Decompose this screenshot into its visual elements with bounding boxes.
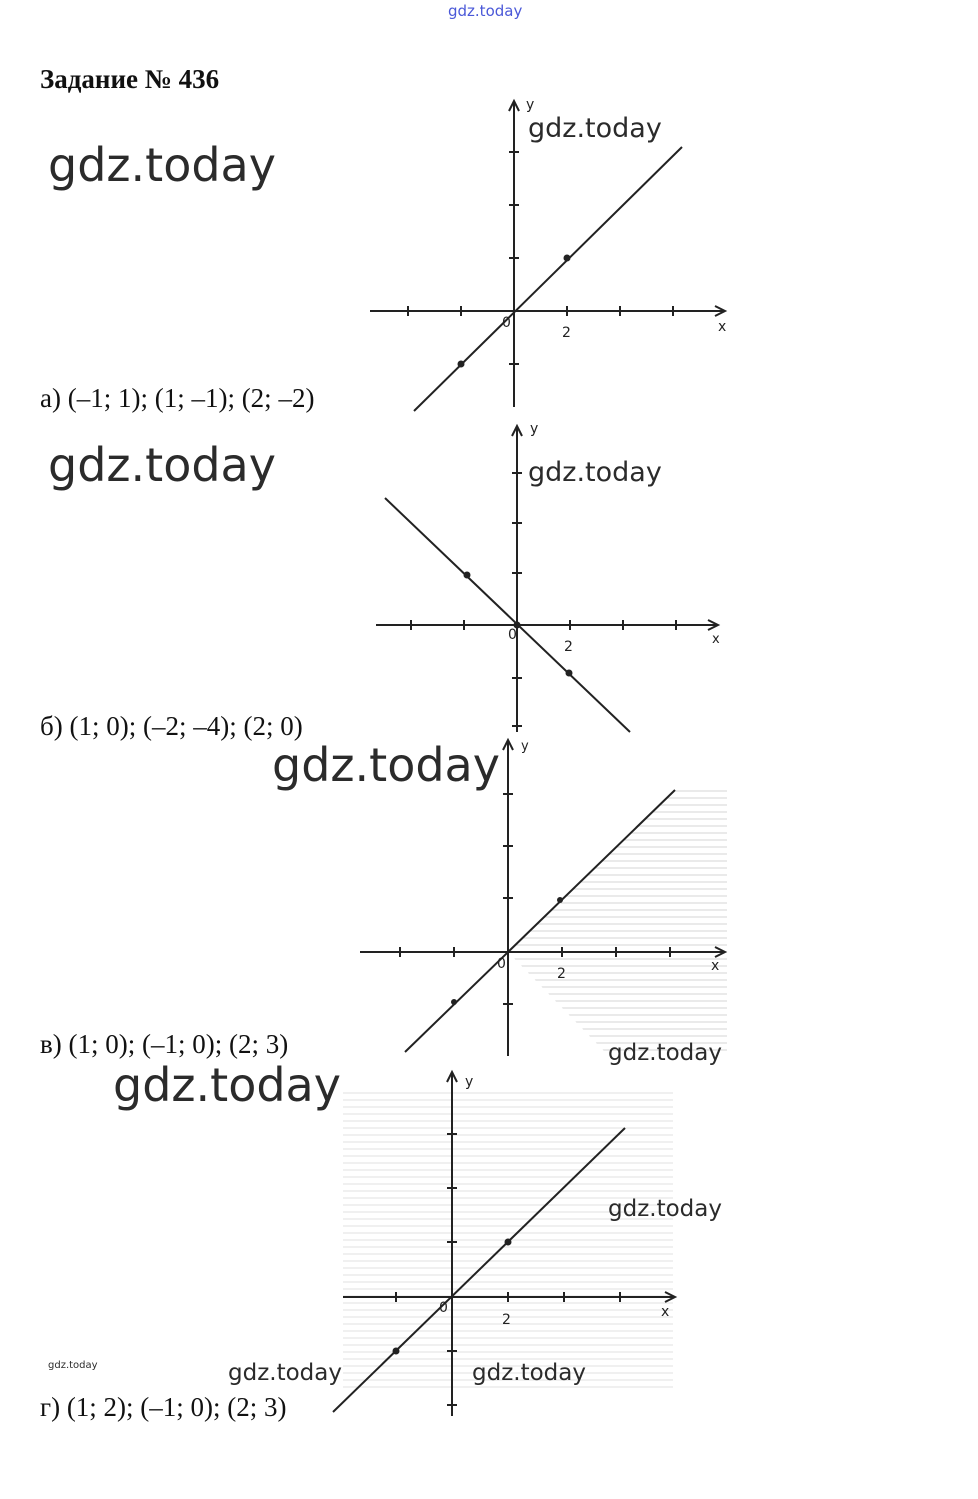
watermark: gdz.today	[272, 738, 500, 792]
function-line	[414, 147, 682, 411]
point	[566, 670, 573, 677]
y-label: y	[530, 421, 539, 437]
point	[464, 572, 471, 579]
watermark: gdz.today	[472, 1360, 586, 1386]
x-label: x	[711, 958, 720, 974]
point	[451, 999, 457, 1005]
watermark: gdz.today	[48, 138, 276, 192]
watermark: gdz.today	[608, 1196, 722, 1222]
caption-c: в) (1; 0); (–1; 0); (2; 3)	[40, 1029, 289, 1059]
watermark: gdz.today	[48, 1360, 98, 1371]
origin-label: 0	[439, 1300, 448, 1316]
watermark: gdz.today	[228, 1360, 342, 1386]
tick-label: 2	[502, 1312, 511, 1328]
x-label: x	[661, 1304, 670, 1320]
point	[557, 897, 563, 903]
watermark: gdz.today	[48, 438, 276, 492]
watermark: gdz.today	[528, 457, 662, 488]
tick-label: 2	[562, 325, 571, 341]
origin-label: 0	[508, 627, 517, 643]
point	[458, 361, 465, 368]
task-title: Задание № 436	[40, 64, 220, 94]
caption-d: г) (1; 2); (–1; 0); (2; 3)	[40, 1392, 287, 1422]
caption-b: б) (1; 0); (–2; –4); (2; 0)	[40, 711, 303, 741]
function-line	[385, 498, 630, 732]
point	[505, 1239, 512, 1246]
origin-label: 0	[497, 956, 506, 972]
tick-label: 2	[557, 966, 566, 982]
y-label: y	[526, 97, 535, 113]
y-label: y	[521, 739, 529, 754]
tick-label: 2	[564, 639, 573, 655]
origin-label: 0	[502, 315, 511, 331]
caption-a: а) (–1; 1); (1; –1); (2; –2)	[40, 383, 315, 413]
watermark-top: gdz.today	[448, 2, 523, 20]
x-label: x	[718, 319, 727, 335]
x-label: x	[712, 632, 720, 647]
point	[564, 255, 571, 262]
y-label: y	[465, 1074, 474, 1090]
watermark: gdz.today	[113, 1058, 341, 1112]
point	[393, 1348, 400, 1355]
watermark: gdz.today	[528, 113, 662, 144]
watermark: gdz.today	[608, 1040, 722, 1066]
